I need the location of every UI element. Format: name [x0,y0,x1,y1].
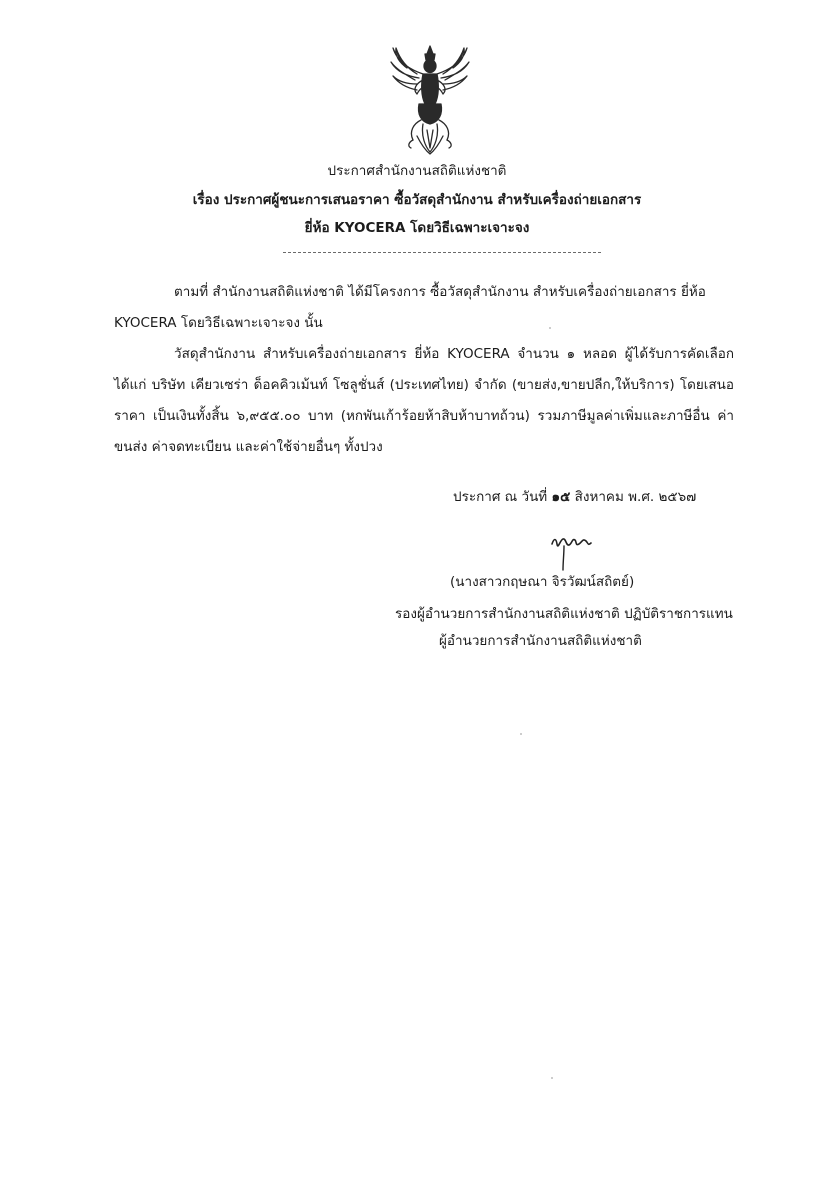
announcement-date-day: ๑๕ [551,489,571,505]
signer-name: (นางสาวกฤษณา จิรวัฒน์สถิตย์) [450,574,635,590]
paragraph-award [114,339,734,463]
scan-speck [551,1077,553,1079]
announcement-heading: ประกาศสำนักงานสถิติแห่งชาติ [327,163,507,179]
signer-position: รองผู้อำนวยการสำนักงานสถิติแห่งชาติ ปฏิบัติราชการแทน [395,606,733,622]
announcement-date-prefix: ประกาศ ณ วันที่ [453,489,548,505]
scan-speck [549,327,551,329]
subject-line-2: ยี่ห้อ KYOCERA โดยวิธีเฉพาะเจาะจง [304,220,530,236]
paragraph-intro-text: ตามที่ สำนักงานสถิติแห่งชาติ ได้มีโครงการ ซื้อวัสดุสำนักงาน สำหรับเครื่องถ่ายเอกสาร ยี่ห้อ KYOCERA โดยวิธีเฉพาะเจาะจง นั้น [114,284,706,331]
announcement-date-suffix: สิงหาคม พ.ศ. ๒๕๖๗ [574,489,697,505]
signer-position-2: ผู้อำนวยการสำนักงานสถิติแห่งชาติ [439,633,642,649]
handwritten-signature-icon [542,530,606,574]
announcement-date [453,487,696,507]
heading-divider [283,252,601,253]
paragraph-intro [114,277,734,339]
paragraph-award-text: วัสดุสำนักงาน สำหรับเครื่องถ่ายเอกสาร ยี่ห้อ KYOCERA จำนวน ๑ หลอด ผู้ได้รับการคัดเลือก ได้แก่ บริษัท เคียวเซร่า ด็อคคิวเม้นท์ โซลูชั่นส์ (ประเทศไทย) จำกัด (ขายส่ง,ขายปลีก,ให้บริการ) โดยเสนอราคา เป็นเงินทั้งสิ้น ๖,๙๕๕.๐๐ บาท (หกพันเก้าร้อยห้าสิบห้าบาทถ้วน) รวมภาษีมูลค่าเพิ่มและภาษีอื่น ค่าขนส่ง ค่าจดทะเบียน และค่าใช้จ่ายอื่นๆ ทั้งปวง [114,346,734,455]
subject-line-1: เรื่อง ประกาศผู้ชนะการเสนอราคา ซื้อวัสดุสำนักงาน สำหรับเครื่องถ่ายเอกสาร [192,192,642,208]
scan-speck [520,733,522,735]
garuda-emblem-icon [387,40,473,158]
